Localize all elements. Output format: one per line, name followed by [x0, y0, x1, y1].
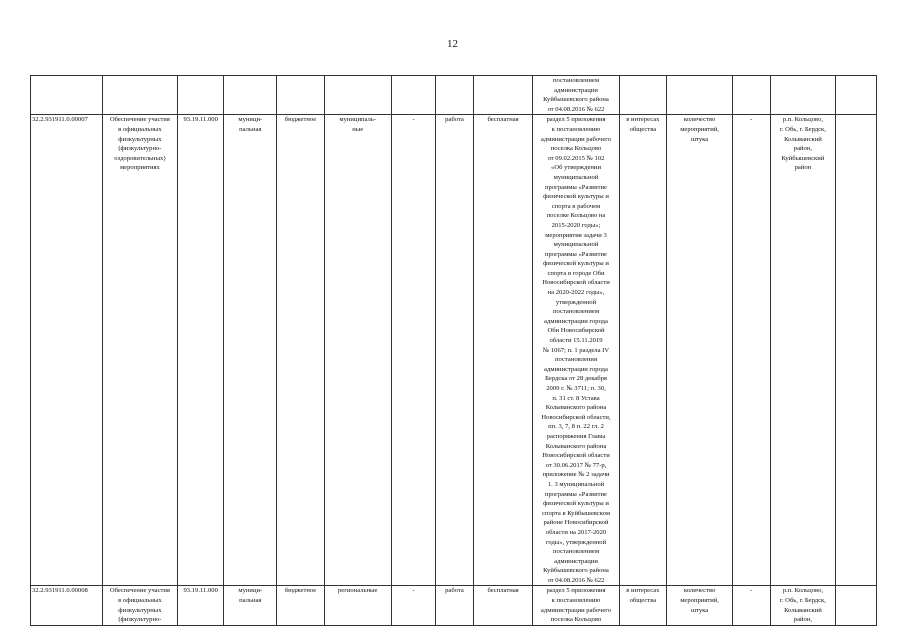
cell-location [770, 76, 836, 115]
cell-legal-basis: постановлением администрации Куйбышевского района от 04.08.2016 № 622 [533, 76, 619, 115]
page-number: 12 [447, 38, 458, 50]
cell-name [102, 76, 177, 115]
cell-unit: количество мероприятий, штука [667, 115, 733, 586]
cell-f15 [836, 76, 877, 115]
cell-legal-basis: раздел 5 приложения к постановлению администрации рабочего поселка Кольцово от 09.02.2015 № 102 «Об утверждении муниципальной программы «Развитие физической культуры и спорта в рабочем поселке Кольцово на 2015-2020 годы»; мероприятия задачи 3 муниципальной программы «Развитие физической культуры и спорта в городе Оби Новосибирской области на 2020-2022 годы», утвержденной постановлением администрации города Оби Новосибирской области 15.11.2019 № 1067; п. 1 раздела IV постановления администрации города Бердска от 28 декабря 2009 г. № 3711; п. 30, п. 31 ст. 8 Устава Колыванского района Новосибирской области, пп. 3, 7, 8 п. 22 гл. 2 распоряжения Главы Колыванского района Новосибирской области от 30.06.2017 № 77-р, приложение № 2 задачи 1. 3 муниципальной программы «Развитие физической культуры и спорта в Куйбышевском районе Новосибирской области на 2017-2020 годы», утвержденной постановлением администрации Куйбышевского района от 04.08.2016 № 622 [533, 115, 619, 586]
cell-level: муници- пальная [224, 115, 277, 586]
table-row [31, 115, 877, 586]
cell-funding: бюджетное [277, 115, 325, 586]
cell-level: муници- пальная [224, 586, 277, 625]
table-row [31, 586, 877, 625]
cell-okved: 93.19.11.000 [177, 115, 224, 586]
continuation-row [31, 76, 877, 115]
cell-type: региональные [324, 586, 391, 625]
cell-code [31, 76, 103, 115]
cell-f13 [733, 76, 770, 115]
cell-category [436, 76, 473, 115]
cell-unit: количество мероприятий, штука [667, 586, 733, 625]
cell-f15 [836, 586, 877, 625]
cell-f13: - [733, 586, 770, 625]
cell-location: р.п. Кольцово, г. Обь, г. Бердск, Колыванский район, Куйбышевский район [770, 115, 836, 586]
cell-category: работа [436, 586, 473, 625]
services-register-table [30, 75, 877, 626]
cell-payment: бесплатная [473, 586, 533, 625]
cell-f7 [391, 76, 436, 115]
cell-okved: 93.19.11.000 [177, 586, 224, 625]
cell-unit [667, 76, 733, 115]
cell-okved [177, 76, 224, 115]
cell-f7: - [391, 586, 436, 625]
cell-payment: бесплатная [473, 115, 533, 586]
cell-payment [473, 76, 533, 115]
cell-interest [619, 76, 667, 115]
cell-code: 32.2.931911.0.00007 [31, 115, 103, 586]
cell-name: Обеспечение участия в официальных физкультурных (физкультурно- [102, 586, 177, 625]
cell-interest: в интересах общества [619, 115, 667, 586]
cell-level [224, 76, 277, 115]
cell-f15 [836, 115, 877, 586]
cell-legal-basis: раздел 5 приложения к постановлению администрации рабочего поселка Кольцово [533, 586, 619, 625]
cell-funding: бюджетное [277, 586, 325, 625]
cell-type [324, 76, 391, 115]
cell-code: 32.2.931911.0.00008 [31, 586, 103, 625]
cell-f7: - [391, 115, 436, 586]
cell-interest: в интересах общества [619, 586, 667, 625]
cell-type: муниципаль- ные [324, 115, 391, 586]
cell-name: Обеспечение участия в официальных физкультурных (физкультурно- оздоровительных) мероприятиях [102, 115, 177, 586]
cell-f13: - [733, 115, 770, 586]
cell-location: р.п. Кольцово, г. Обь, г. Бердск, Колыванский район, [770, 586, 836, 625]
cell-category: работа [436, 115, 473, 586]
cell-funding [277, 76, 325, 115]
